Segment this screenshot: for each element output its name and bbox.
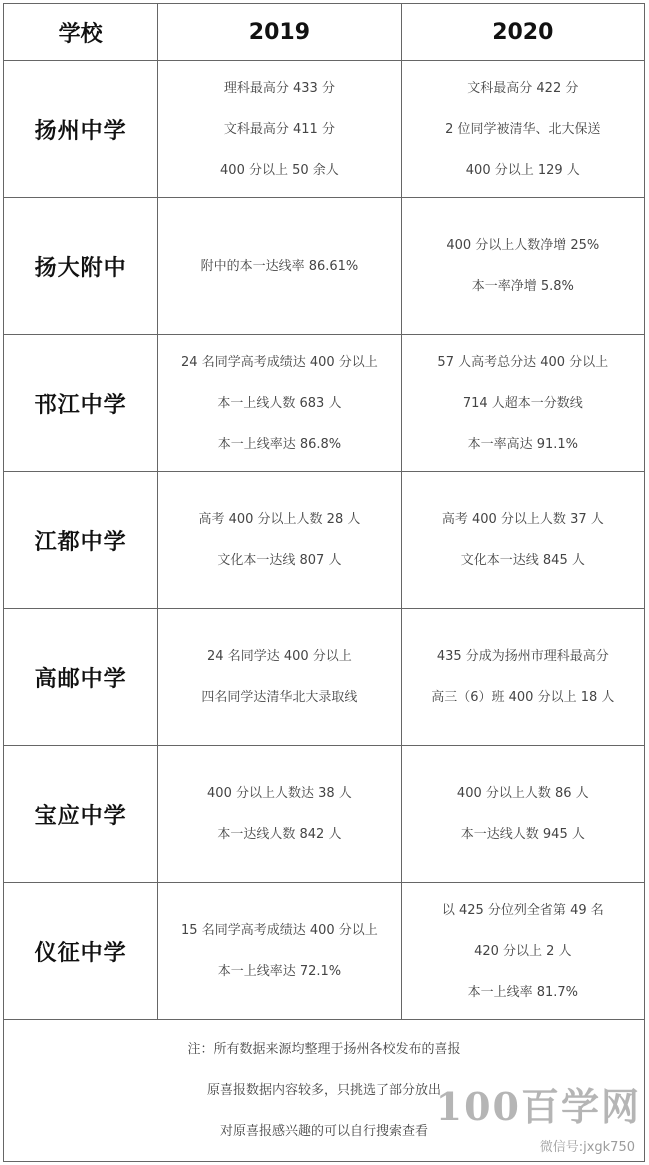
- watermark-sub: 微信号:jxgk750: [539, 1140, 635, 1155]
- cell-line: 高考 400 分以上人数 28 人: [198, 512, 361, 527]
- cell-2019: [158, 883, 401, 1020]
- header-school: 学校: [4, 4, 158, 61]
- cell-line: 本一上线率 81.7%: [467, 984, 579, 1000]
- cell-2020: [401, 883, 644, 1020]
- cell-line: 400 分以上人数净增 25%: [446, 238, 600, 253]
- cell-line: 附中的本一达线率 86.61%: [200, 258, 359, 274]
- cell-line: 15 名同学高考成绩达 400 分以上: [181, 923, 378, 938]
- cell-2020: [401, 335, 644, 472]
- cell-line: 文科最高分 422 分: [467, 80, 579, 96]
- table-row: [4, 746, 645, 883]
- cell-line: 以 425 分位列全省第 49 名: [441, 902, 604, 918]
- cell-line: 文化本一达线 845 人: [460, 553, 585, 568]
- cell-line: 435 分成为扬州市理科最高分: [436, 649, 609, 664]
- school-name: 仪征中学: [4, 883, 158, 1020]
- cell-2019: [158, 609, 401, 746]
- cell-line: 本一率高达 91.1%: [467, 436, 579, 452]
- table-row: [4, 61, 645, 198]
- cell-line: 本一上线率达 72.1%: [217, 964, 342, 979]
- cell-2020: [401, 609, 644, 746]
- cell-line: 理科最高分 433 分: [223, 80, 335, 96]
- cell-2019: [158, 335, 401, 472]
- cell-line: 四名同学达清华北大录取线: [201, 690, 358, 705]
- cell-2019: [158, 472, 401, 609]
- cell-line: 57 人高考总分达 400 分以上: [437, 354, 609, 370]
- school-name: 江都中学: [4, 472, 158, 609]
- school-name: 邗江中学: [4, 335, 158, 472]
- table-row: [4, 198, 645, 335]
- cell-line: 24 名同学高考成绩达 400 分以上: [181, 354, 378, 370]
- cell-line: 文化本一达线 807 人: [217, 553, 342, 568]
- cell-2019: [158, 746, 401, 883]
- cell-line: 400 分以上人数达 38 人: [207, 786, 352, 801]
- school-name: 宝应中学: [4, 746, 158, 883]
- cell-2020: [401, 746, 644, 883]
- cell-line: 400 分以上人数 86 人: [456, 786, 589, 801]
- cell-2019: [158, 61, 401, 198]
- results-table: [3, 3, 645, 1162]
- cell-line: 420 分以上 2 人: [474, 943, 572, 959]
- table-row: [4, 472, 645, 609]
- school-name: 高邮中学: [4, 609, 158, 746]
- cell-2020: [401, 61, 644, 198]
- table-row: [4, 335, 645, 472]
- cell-line: 本一达线人数 842 人: [217, 827, 342, 842]
- note-line: 注：所有数据来源均整理于扬州各校发布的喜报: [187, 1042, 461, 1057]
- cell-line: 本一率净增 5.8%: [471, 279, 574, 294]
- cell-line: 本一上线率达 86.8%: [217, 436, 342, 452]
- note-line: 对原喜报感兴趣的可以自行搜索查看: [219, 1124, 428, 1139]
- header-2019: 2019: [158, 4, 401, 61]
- school-name: 扬大附中: [4, 198, 158, 335]
- cell-line: 24 名同学达 400 分以上: [207, 649, 352, 664]
- cell-line: 2 位同学被清华、北大保送: [445, 121, 601, 137]
- cell-line: 400 分以上 129 人: [465, 162, 580, 178]
- cell-line: 714 人超本一分数线: [462, 395, 583, 411]
- watermark-logo: 100百学网: [435, 1084, 641, 1129]
- cell-line: 本一达线人数 945 人: [460, 827, 585, 842]
- cell-line: 高三（6）班 400 分以上 18 人: [431, 690, 615, 705]
- table-row: [4, 609, 645, 746]
- table-row: [4, 883, 645, 1020]
- cell-line: 文科最高分 411 分: [223, 121, 335, 137]
- cell-2020: [401, 198, 644, 335]
- table-header-row: [4, 4, 645, 61]
- cell-line: 高考 400 分以上人数 37 人: [441, 512, 604, 527]
- cell-line: 本一上线人数 683 人: [217, 395, 342, 411]
- cell-2019: [158, 198, 401, 335]
- school-name: 扬州中学: [4, 61, 158, 198]
- note-line: 原喜报数据内容较多，只挑选了部分放出: [206, 1083, 441, 1098]
- cell-line: 400 分以上 50 余人: [220, 162, 339, 178]
- cell-2020: [401, 472, 644, 609]
- header-2020: 2020: [401, 4, 644, 61]
